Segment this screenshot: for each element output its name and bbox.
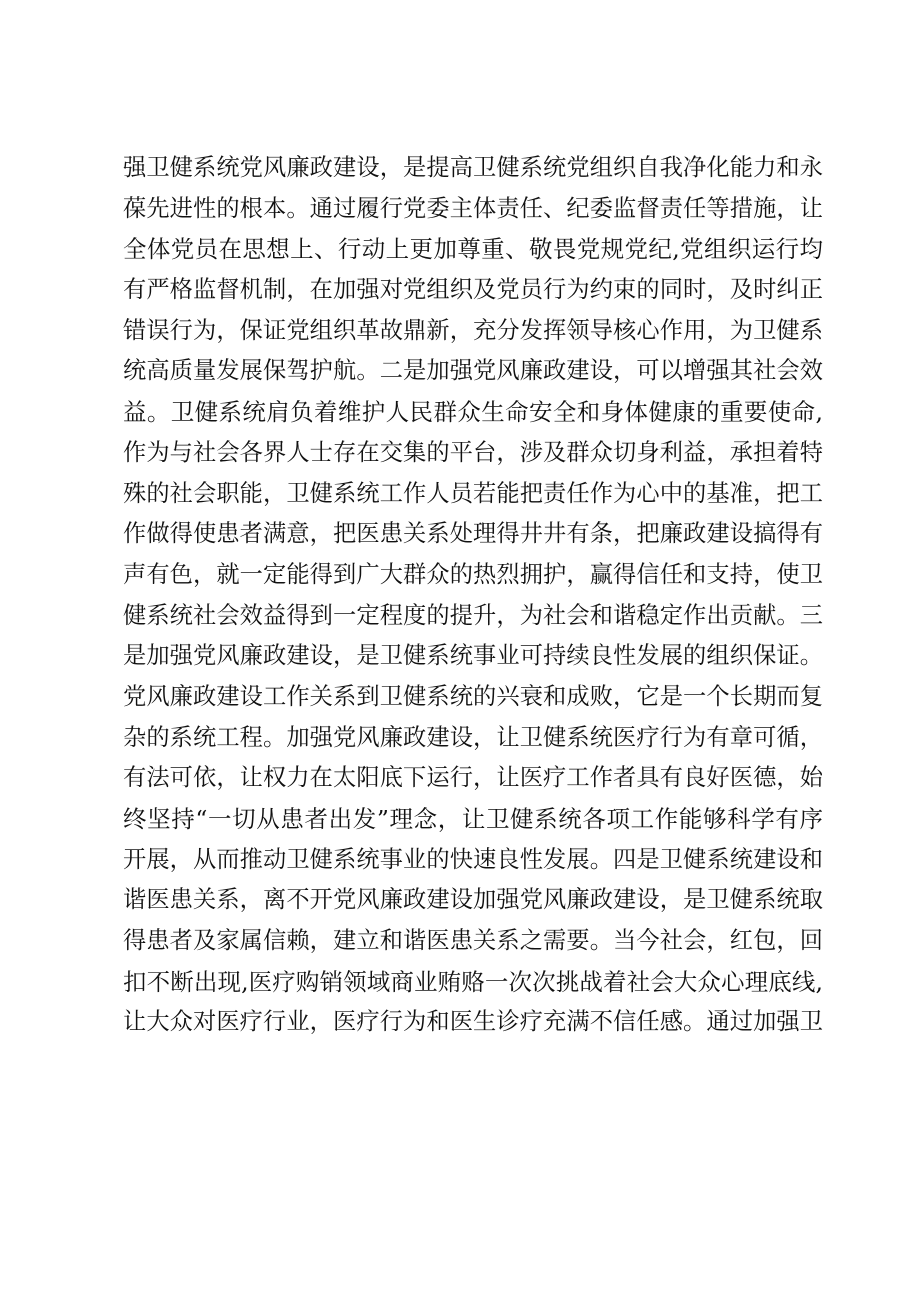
text-line: 终坚持“一切从患者出发”理念，让卫健系统各项工作能够科学有序	[123, 805, 823, 833]
text-line: 统高质量发展保驾护航。二是加强党风廉政建设，可以增强其社会效	[123, 357, 823, 385]
text-line: 殊的社会职能，卫健系统工作人员若能把责任作为心中的基准，把工	[123, 479, 823, 507]
text-line: 全体党员在思想上、行动上更加尊重、敬畏党规党纪,党组织运行均	[123, 235, 823, 264]
text-line: 得患者及家属信赖，建立和谐医患关系之需要。当今社会，红包，回	[123, 927, 823, 955]
text-line: 作为与社会各界人士存在交集的平台，涉及群众切身利益，承担着特	[123, 438, 823, 466]
text-line: 有严格监督机制，在加强对党组织及党员行为约束的同时，及时纠正	[123, 276, 823, 304]
text-line: 益。卫健系统肩负着维护人民群众生命安全和身体健康的重要使命,	[123, 398, 823, 427]
text-line: 葆先进性的根本。通过履行党委主体责任、纪委监督责任等措施，让	[123, 194, 823, 222]
text-line: 让大众对医疗行业，医疗行为和医生诊疗充满不信任感。通过加强卫	[123, 1008, 823, 1036]
text-line: 开展，从而推动卫健系统事业的快速良性发展。四是卫健系统建设和	[123, 845, 823, 873]
text-line: 杂的系统工程。加强党风廉政建设，让卫健系统医疗行为有章可循，	[123, 723, 823, 751]
text-line: 有法可依，让权力在太阳底下运行，让医疗工作者具有良好医德，始	[123, 764, 823, 792]
text-line: 是加强党风廉政建设，是卫健系统事业可持续良性发展的组织保证。	[123, 642, 823, 670]
text-line: 扣不断出现,医疗购销领域商业贿赂一次次挑战着社会大众心理底线,	[123, 967, 823, 996]
text-line: 错误行为，保证党组织革故鼎新，充分发挥领导核心作用，为卫健系	[123, 316, 823, 344]
text-line: 强卫健系统党风廉政建设，是提高卫健系统党组织自我净化能力和永	[123, 154, 823, 181]
text-line: 党风廉政建设工作关系到卫健系统的兴衰和成败，它是一个长期而复	[123, 682, 823, 710]
body-paragraph	[123, 148, 823, 1043]
text-line: 作做得使患者满意，把医患关系处理得井井有条，把廉政建设搞得有	[123, 520, 823, 548]
text-line: 健系统社会效益得到一定程度的提升，为社会和谐稳定作出贡献。三	[123, 601, 823, 629]
text-line: 谐医患关系，离不开党风廉政建设加强党风廉政建设，是卫健系统取	[123, 886, 823, 914]
text-line: 声有色，就一定能得到广大群众的热烈拥护，赢得信任和支持，使卫	[123, 560, 823, 588]
